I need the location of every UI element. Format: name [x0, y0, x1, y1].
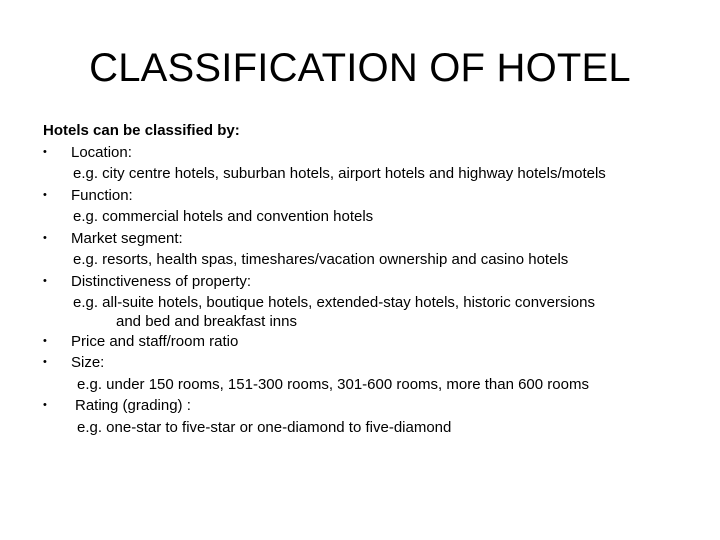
item-heading: Function: — [71, 186, 133, 204]
item-heading: Rating (grading) : — [75, 397, 191, 414]
classification-list — [43, 142, 708, 439]
list-item-size — [43, 352, 708, 395]
bullet-icon: • — [43, 274, 47, 287]
intro-text: Hotels can be classified by: — [43, 122, 240, 139]
bullet-icon: • — [43, 231, 47, 244]
list-item-location — [43, 142, 708, 185]
item-example: e.g. commercial hotels and convention hotels — [73, 208, 374, 225]
bullet-icon: • — [43, 356, 47, 368]
list-item-market-segment — [43, 228, 708, 271]
item-example: e.g. resorts, health spas, timeshares/vacation ownership and casino hotels — [73, 251, 569, 268]
item-heading: Size: — [71, 354, 105, 371]
list-item-function — [43, 185, 708, 228]
bullet-icon: • — [43, 334, 47, 347]
item-example: e.g. under 150 rooms, 151-300 rooms, 301-600 rooms, more than 600 rooms — [77, 375, 589, 393]
list-item-rating — [43, 395, 708, 438]
item-example: e.g. one-star to five-star or one-diamond to five-diamond — [77, 418, 452, 436]
bullet-icon: • — [43, 188, 47, 201]
item-heading: Price and staff/room ratio — [71, 332, 239, 350]
slide-title: CLASSIFICATION OF HOTEL — [89, 46, 631, 90]
item-heading: Market segment: — [71, 229, 183, 247]
item-heading: Distinctiveness of property: — [71, 272, 252, 290]
list-item-price-staff-ratio — [43, 331, 708, 353]
bullet-icon: • — [43, 145, 47, 158]
slide-body — [43, 120, 708, 438]
bullet-icon: • — [43, 399, 47, 411]
item-example: e.g. city centre hotels, suburban hotels, airport hotels and highway hotels/motels — [73, 165, 606, 182]
item-heading: Location: — [71, 143, 132, 161]
list-item-distinctiveness — [43, 271, 708, 329]
item-example: e.g. all-suite hotels, boutique hotels, extended-stay hotels, historic conversions — [73, 294, 595, 311]
item-example-continuation: and bed and breakfast inns — [116, 312, 297, 330]
